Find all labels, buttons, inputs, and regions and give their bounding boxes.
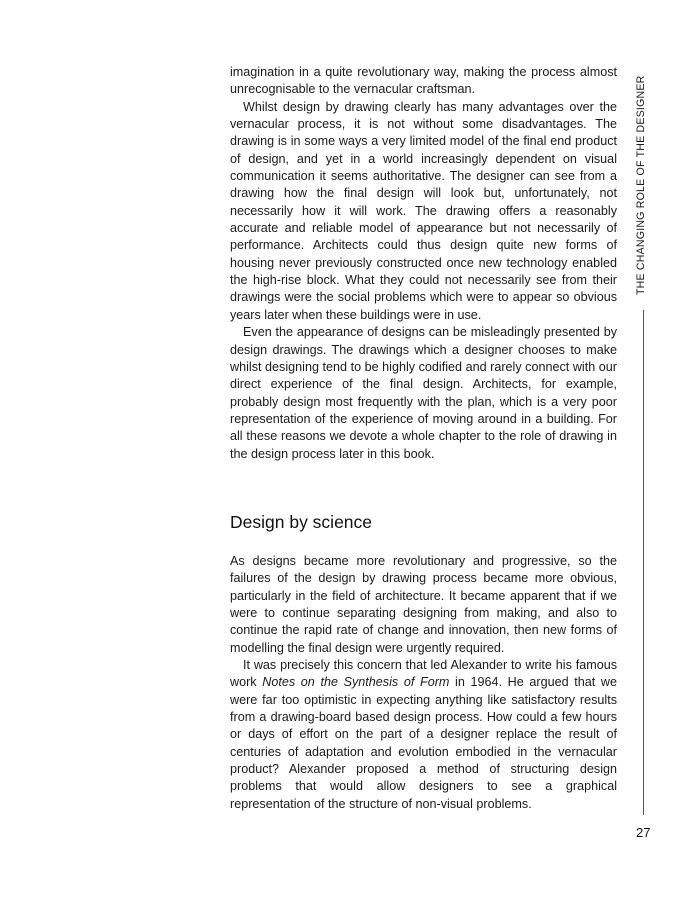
paragraph (230, 657, 617, 813)
paragraph-text: It was precisely this concern that led Alexander to write his famous work (230, 657, 617, 690)
paragraph: Whilst design by drawing clearly has many advantages over the vernacular process, it is not without some disadvantages. The drawing is in some ways a very limited model of the final end product of design, and yet in a world increasingly dependent on visual communication it seems authoritative. The designer can see from a drawing how the final design will look but, unfortunately, not necessarily how it will work. The drawing offers a reasonably accurate and reliable model of appearance but not necessarily of performance. Architects could thus design quite new forms of housing never previously constructed once new technology enabled the high-rise block. What they could not necessarily see from their drawings were the social problems which were to appear so obvious years later when these buildings were in use. (230, 99, 617, 322)
book-title: Notes on the Synthesis of Form (262, 675, 450, 690)
body-text-column (230, 64, 617, 813)
section-heading: Design by science (230, 511, 373, 532)
vertical-rule (643, 310, 644, 815)
paragraph-text: in 1964. He argued that we were far too optimistic in expecting anything like satisfactory results from a drawing-board based design process. How could a few hours or days of effort on the part of a designer replace the result of centuries of adaptation and evolution embodied in the vernacular product? Alexander proposed a method of structuring design problems that would allow designers to see a graphical representation of the structure of non-visual problems. (230, 675, 618, 811)
running-header: THE CHANGING ROLE OF THE DESIGNER (635, 75, 647, 295)
paragraph: Even the appearance of designs can be misleadingly presented by design drawings. The drawings which a designer chooses to make whilst designing tend to be highly codified and rarely connect with our direct experience of the final design. Architects, for example, probably design most frequently with the plan, which is a very poor representation of the experience of moving around in a building. For all these reasons we devote a whole chapter to the role of drawing in the design process later in this book. (230, 325, 617, 461)
page-number: 27 (636, 825, 651, 840)
paragraph: As designs became more revolutionary and progressive, so the failures of the design by drawing process became more obvious, particularly in the field of architecture. It became apparent that if we were to continue separating designing from making, and also to continue the rapid rate of change and innovation, then new forms of modelling the final design were urgently required. (230, 553, 617, 655)
paragraph: imagination in a quite revolutionary way, making the process almost unrecognisable to the vernacular craftsman. (230, 65, 617, 97)
